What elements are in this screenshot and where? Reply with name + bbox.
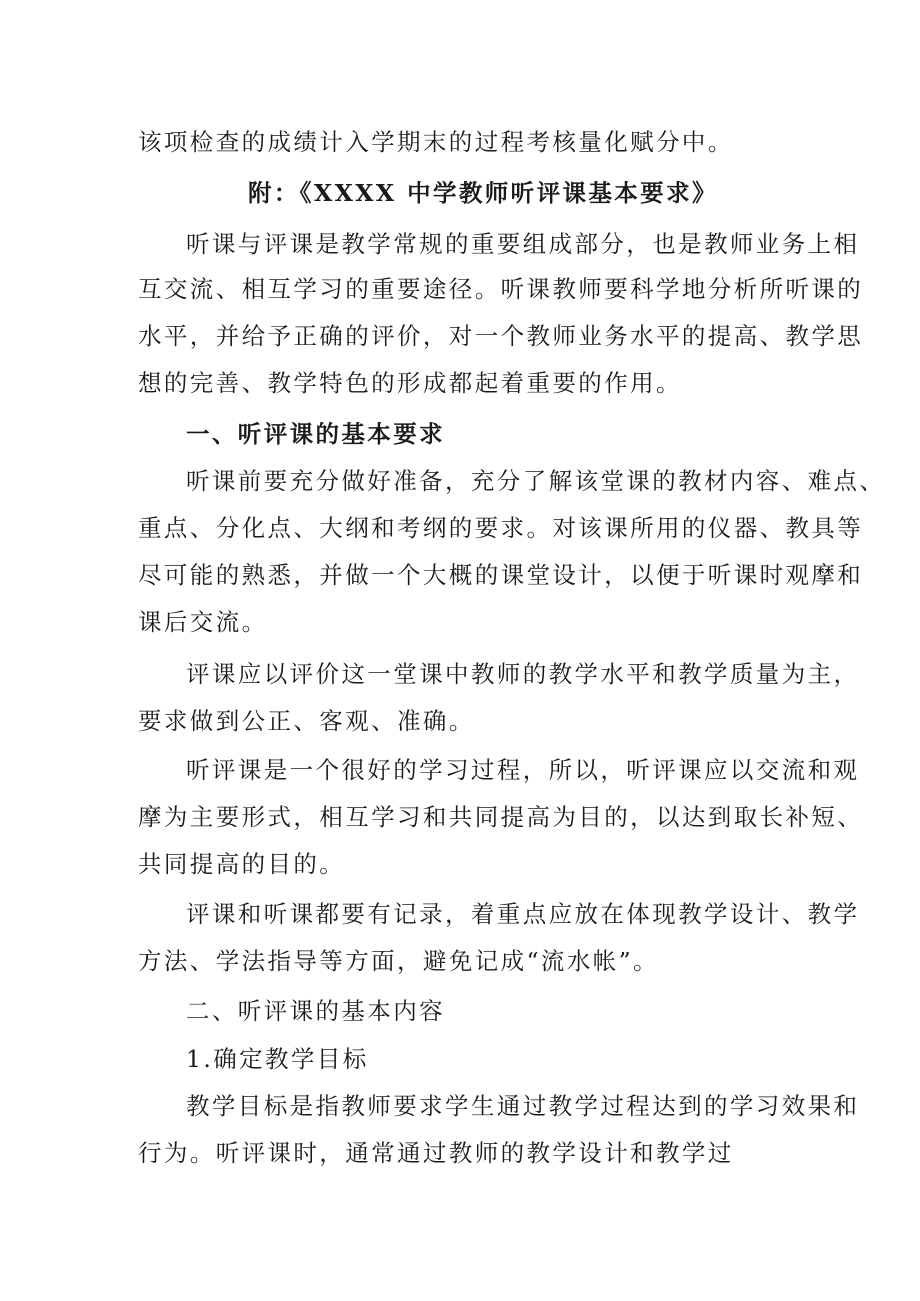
paragraph-line: 尽可能的熟悉，并做一个大概的课堂设计，以便于听课时观摩和 [138,561,864,589]
paragraph-line: 教学目标是指教师要求学生通过教学过程达到的学习效果和 [186,1092,860,1120]
attachment-title: 附：《XXXX 中学教师听评课基本要求》 [248,179,718,207]
paragraph-line: 听评课是一个很好的学习过程，所以，听评课应以交流和观 [186,756,860,784]
section-heading-2: 二、听评课的基本内容 [186,997,445,1025]
paragraph-line: 要求做到公正、客观、准确。 [138,707,475,735]
paragraph-line: 重点、分化点、大纲和考纲的要求。对该课所用的仪器、教具等 [138,514,864,542]
paragraph-line: 方法、学法指导等方面，避免记成“流水帐”。 [138,947,659,975]
paragraph-line: 想的完善、教学特色的形成都起着重要的作用。 [138,369,682,397]
paragraph-line: 行为。听评课时，通常通过教师的教学设计和教学过 [138,1139,734,1167]
paragraph-line: 水平，并给予正确的评价，对一个教师业务水平的提高、教学思 [138,322,864,350]
paragraph-line: 听课与评课是教学常规的重要组成部分，也是教师业务上相 [186,230,860,258]
subsection-heading: 1.确定教学目标 [186,1045,369,1073]
paragraph-line: 听课前要充分做好准备，充分了解该堂课的教材内容、难点、 [186,467,886,495]
section-heading-1: 一、听评课的基本要求 [186,420,445,448]
paragraph-line: 评课应以评价这一堂课中教师的教学水平和教学质量为主， [186,660,860,688]
paragraph-line: 共同提高的目的。 [138,850,346,878]
paragraph-line: 摩为主要形式，相互学习和共同提高为目的，以达到取长补短、 [138,803,864,831]
paragraph-line: 评课和听课都要有记录，着重点应放在体现教学设计、教学 [186,900,860,928]
paragraph-line: 互交流、相互学习的重要途径。听课教师要科学地分析所听课的 [138,275,864,303]
paragraph-line: 课后交流。 [138,608,268,636]
paragraph-line: 该项检查的成绩计入学期末的过程考核量化赋分中。 [138,128,734,156]
